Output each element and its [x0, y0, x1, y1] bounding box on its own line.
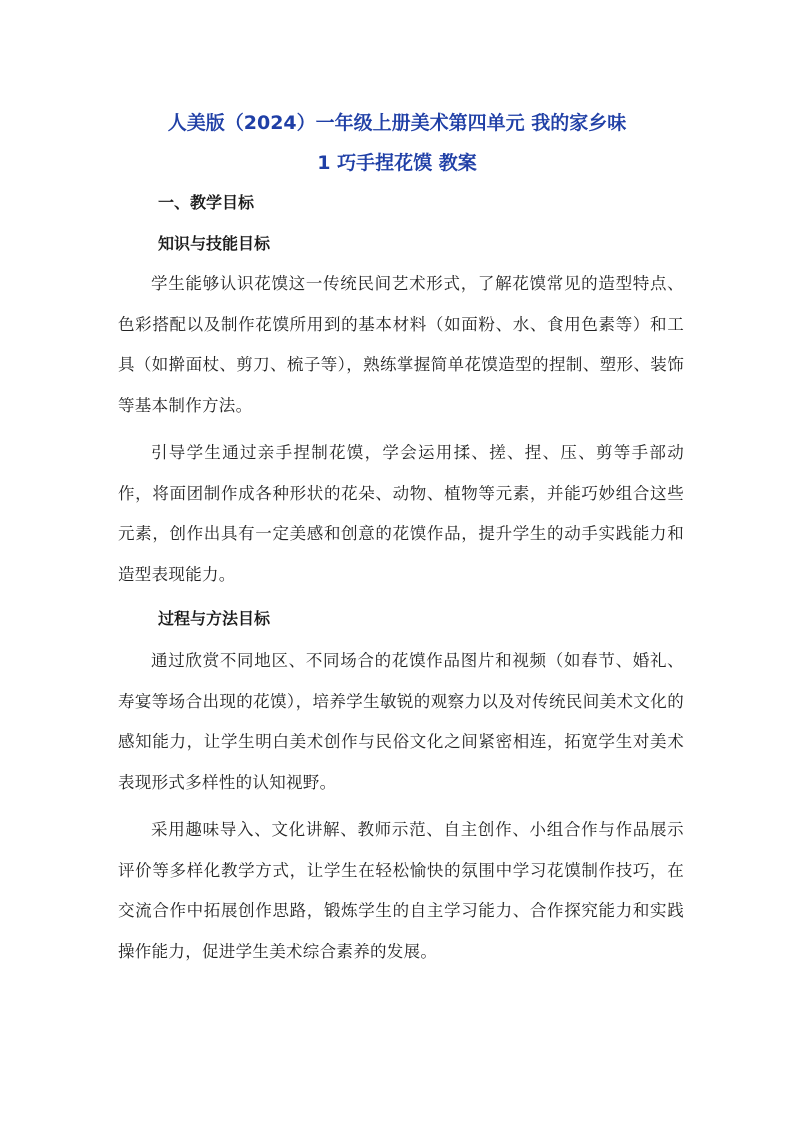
paragraph-process-2: 采用趣味导入、文化讲解、教师示范、自主创作、小组合作与作品展示评价等多样化教学方式，让学生在轻松愉快的氛围中学习花馍制作技巧，在交流合作中拓展创作思路，锻炼学生的自主学习能力、合作探究能力和实践操作能力，促进学生美术综合素养的发展。 — [118, 820, 684, 961]
paragraph-knowledge-1: 学生能够认识花馍这一传统民间艺术形式，了解花馍常见的造型特点、色彩搭配以及制作花馍所用到的基本材料（如面粉、水、食用色素等）和工具（如擀面杖、剪刀、梳子等），熟练掌握简单花馍造型的捏制、塑形、装饰等基本制作方法。 — [118, 274, 684, 415]
section-heading-teaching-goals: 一、教学目标 — [158, 193, 255, 212]
document-title-line2: 1 巧手捏花馍 教案 — [317, 152, 477, 174]
document-title-line1: 人美版（2024）一年级上册美术第四单元 我的家乡味 — [167, 112, 627, 134]
subheading-process-methods: 过程与方法目标 — [158, 609, 271, 628]
paragraph-knowledge-2: 引导学生通过亲手捏制花馍，学会运用揉、搓、捏、压、剪等手部动作，将面团制作成各种形状的花朵、动物、植物等元素，并能巧妙组合这些元素，创作出具有一定美感和创意的花馍作品，提升学生的动手实践能力和造型表现能力。 — [118, 443, 684, 584]
paragraph-process-1: 通过欣赏不同地区、不同场合的花馍作品图片和视频（如春节、婚礼、寿宴等场合出现的花馍），培养学生敏锐的观察力以及对传统民间美术文化的感知能力，让学生明白美术创作与民俗文化之间紧密相连，拓宽学生对美术表现形式多样性的认知视野。 — [118, 651, 684, 792]
subheading-knowledge-skills: 知识与技能目标 — [158, 234, 271, 253]
